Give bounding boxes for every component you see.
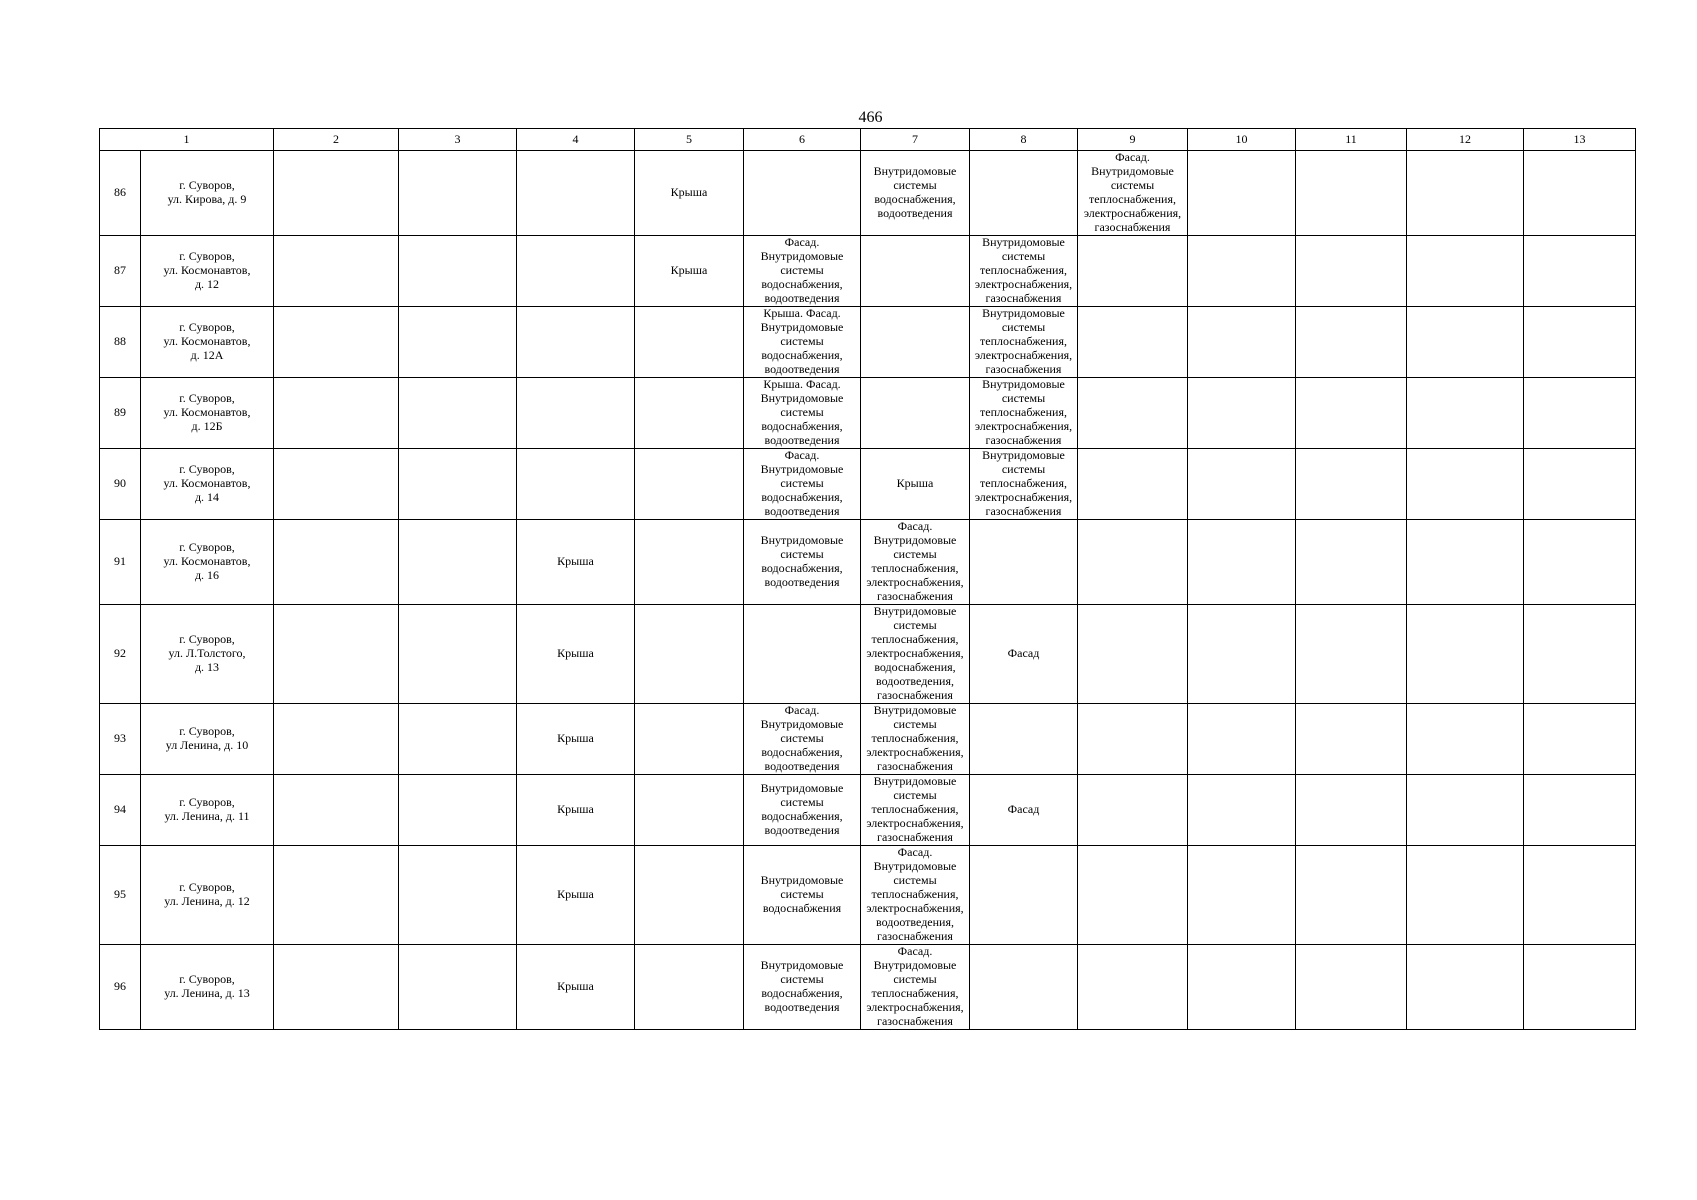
cell-col-12 [1407,704,1524,775]
cell-col-12 [1407,605,1524,704]
cell-col-5 [635,846,744,945]
cell-col-11 [1296,520,1407,605]
cell-col-2 [274,775,399,846]
cell-col-3 [399,846,517,945]
cell-col-8 [970,520,1078,605]
column-header: 13 [1524,129,1636,151]
cell-col-10 [1188,775,1296,846]
cell-col-8 [970,846,1078,945]
cell-col-6: Внутридомовые системы водоснабжения, водоотведения [744,520,861,605]
cell-col-5: Крыша [635,151,744,236]
row-number: 95 [100,846,141,945]
cell-col-10 [1188,449,1296,520]
cell-col-5 [635,775,744,846]
column-header: 8 [970,129,1078,151]
cell-col-3 [399,449,517,520]
row-number: 92 [100,605,141,704]
cell-col-7: Фасад. Внутридомовые системы теплоснабжения, электроснабжения, газоснабжения [861,520,970,605]
cell-col-9 [1078,449,1188,520]
cell-col-10 [1188,151,1296,236]
cell-col-3 [399,520,517,605]
cell-col-13 [1524,378,1636,449]
cell-col-5 [635,449,744,520]
cell-col-5: Крыша [635,236,744,307]
cell-col-4 [517,378,635,449]
row-number: 88 [100,307,141,378]
column-header: 6 [744,129,861,151]
cell-col-7: Внутридомовые системы теплоснабжения, электроснабжения, водоснабжения, водоотведения, газоснабжения [861,605,970,704]
row-number: 86 [100,151,141,236]
address-cell: г. Суворов, ул. Ленина, д. 12 [141,846,274,945]
cell-col-13 [1524,846,1636,945]
cell-col-4 [517,236,635,307]
cell-col-9 [1078,846,1188,945]
cell-col-3 [399,236,517,307]
cell-col-10 [1188,307,1296,378]
cell-col-5 [635,704,744,775]
address-cell: г. Суворов, ул. Ленина, д. 13 [141,945,274,1030]
cell-col-11 [1296,775,1407,846]
cell-col-4 [517,151,635,236]
cell-col-3 [399,307,517,378]
cell-col-4: Крыша [517,605,635,704]
cell-col-12 [1407,307,1524,378]
cell-col-11 [1296,846,1407,945]
cell-col-12 [1407,520,1524,605]
row-number: 96 [100,945,141,1030]
cell-col-7: Фасад. Внутридомовые системы теплоснабжения, электроснабжения, газоснабжения [861,945,970,1030]
row-number: 91 [100,520,141,605]
cell-col-13 [1524,520,1636,605]
cell-col-4: Крыша [517,945,635,1030]
address-cell: г. Суворов, ул Ленина, д. 10 [141,704,274,775]
cell-col-7 [861,378,970,449]
page-number: 466 [858,109,883,126]
cell-col-8 [970,704,1078,775]
address-cell: г. Суворов, ул. Космонавтов, д. 12 [141,236,274,307]
cell-col-13 [1524,236,1636,307]
cell-col-6: Внутридомовые системы водоснабжения, водоотведения [744,945,861,1030]
cell-col-11 [1296,307,1407,378]
cell-col-10 [1188,236,1296,307]
cell-col-3 [399,151,517,236]
cell-col-10 [1188,945,1296,1030]
cell-col-13 [1524,449,1636,520]
cell-col-12 [1407,151,1524,236]
cell-col-7: Внутридомовые системы теплоснабжения, электроснабжения, газоснабжения [861,775,970,846]
table-row [100,605,1636,704]
cell-col-3 [399,378,517,449]
cell-col-4 [517,449,635,520]
cell-col-3 [399,704,517,775]
cell-col-4 [517,307,635,378]
cell-col-7 [861,236,970,307]
cell-col-2 [274,704,399,775]
cell-col-5 [635,378,744,449]
cell-col-8: Внутридомовые системы теплоснабжения, электроснабжения, газоснабжения [970,307,1078,378]
table-row [100,449,1636,520]
column-header: 9 [1078,129,1188,151]
cell-col-12 [1407,775,1524,846]
cell-col-7: Внутридомовые системы водоснабжения, водоотведения [861,151,970,236]
row-number: 90 [100,449,141,520]
column-header: 12 [1407,129,1524,151]
address-cell: г. Суворов, ул. Космонавтов, д. 12А [141,307,274,378]
cell-col-11 [1296,236,1407,307]
cell-col-11 [1296,151,1407,236]
row-number: 87 [100,236,141,307]
cell-col-13 [1524,704,1636,775]
cell-col-6 [744,151,861,236]
cell-col-9: Фасад. Внутридомовые системы теплоснабжения, электроснабжения, газоснабжения [1078,151,1188,236]
cell-col-3 [399,945,517,1030]
cell-col-5 [635,307,744,378]
address-cell: г. Суворов, ул. Кирова, д. 9 [141,151,274,236]
cell-col-2 [274,846,399,945]
cell-col-8: Фасад [970,775,1078,846]
cell-col-2 [274,605,399,704]
cell-col-11 [1296,605,1407,704]
cell-col-10 [1188,704,1296,775]
address-cell: г. Суворов, ул. Космонавтов, д. 14 [141,449,274,520]
table-row [100,846,1636,945]
cell-col-11 [1296,945,1407,1030]
cell-col-2 [274,307,399,378]
cell-col-9 [1078,378,1188,449]
cell-col-2 [274,236,399,307]
cell-col-12 [1407,378,1524,449]
cell-col-8: Фасад [970,605,1078,704]
cell-col-6: Фасад. Внутридомовые системы водоснабжения, водоотведения [744,236,861,307]
cell-col-11 [1296,704,1407,775]
table-row [100,378,1636,449]
address-cell: г. Суворов, ул. Космонавтов, д. 16 [141,520,274,605]
row-number: 89 [100,378,141,449]
table-row [100,307,1636,378]
cell-col-2 [274,945,399,1030]
column-header: 2 [274,129,399,151]
table-row [100,236,1636,307]
table-row [100,945,1636,1030]
cell-col-3 [399,605,517,704]
table-row [100,520,1636,605]
table-row [100,151,1636,236]
cell-col-6 [744,605,861,704]
cell-col-6: Фасад. Внутридомовые системы водоснабжения, водоотведения [744,449,861,520]
column-header: 1 [100,129,274,151]
cell-col-5 [635,605,744,704]
cell-col-4: Крыша [517,846,635,945]
cell-col-8: Внутридомовые системы теплоснабжения, электроснабжения, газоснабжения [970,449,1078,520]
column-header: 3 [399,129,517,151]
cell-col-2 [274,520,399,605]
column-header: 4 [517,129,635,151]
cell-col-12 [1407,236,1524,307]
cell-col-10 [1188,605,1296,704]
cell-col-9 [1078,945,1188,1030]
cell-col-6: Крыша. Фасад. Внутридомовые системы водоснабжения, водоотведения [744,378,861,449]
cell-col-13 [1524,605,1636,704]
cell-col-8: Внутридомовые системы теплоснабжения, электроснабжения, газоснабжения [970,378,1078,449]
cell-col-4: Крыша [517,775,635,846]
cell-col-12 [1407,846,1524,945]
address-cell: г. Суворов, ул. Космонавтов, д. 12Б [141,378,274,449]
cell-col-2 [274,378,399,449]
column-header: 5 [635,129,744,151]
cell-col-9 [1078,520,1188,605]
table-row [100,704,1636,775]
address-cell: г. Суворов, ул. Л.Толстого, д. 13 [141,605,274,704]
cell-col-9 [1078,704,1188,775]
cell-col-9 [1078,605,1188,704]
cell-col-7 [861,307,970,378]
column-header: 7 [861,129,970,151]
cell-col-11 [1296,449,1407,520]
cell-col-11 [1296,378,1407,449]
cell-col-13 [1524,945,1636,1030]
cell-col-2 [274,449,399,520]
column-header: 10 [1188,129,1296,151]
table-row [100,775,1636,846]
column-number-row [100,129,1636,151]
column-header: 11 [1296,129,1407,151]
cell-col-7: Фасад. Внутридомовые системы теплоснабжения, электроснабжения, водоотведения, газоснабжения [861,846,970,945]
cell-col-8 [970,151,1078,236]
cell-col-6: Крыша. Фасад. Внутридомовые системы водоснабжения, водоотведения [744,307,861,378]
cell-col-9 [1078,307,1188,378]
cell-col-7: Крыша [861,449,970,520]
cell-col-13 [1524,307,1636,378]
cell-col-2 [274,151,399,236]
cell-col-6: Внутридомовые системы водоснабжения [744,846,861,945]
cell-col-13 [1524,151,1636,236]
cell-col-6: Внутридомовые системы водоснабжения, водоотведения [744,775,861,846]
cell-col-5 [635,945,744,1030]
cell-col-5 [635,520,744,605]
address-cell: г. Суворов, ул. Ленина, д. 11 [141,775,274,846]
cell-col-8 [970,945,1078,1030]
cell-col-4: Крыша [517,520,635,605]
cell-col-10 [1188,520,1296,605]
cell-col-6: Фасад. Внутридомовые системы водоснабжения, водоотведения [744,704,861,775]
repair-schedule-table [99,128,1636,1030]
cell-col-4: Крыша [517,704,635,775]
cell-col-7: Внутридомовые системы теплоснабжения, электроснабжения, газоснабжения [861,704,970,775]
cell-col-10 [1188,378,1296,449]
cell-col-13 [1524,775,1636,846]
cell-col-12 [1407,945,1524,1030]
cell-col-9 [1078,775,1188,846]
cell-col-3 [399,775,517,846]
cell-col-9 [1078,236,1188,307]
cell-col-8: Внутридомовые системы теплоснабжения, электроснабжения, газоснабжения [970,236,1078,307]
cell-col-12 [1407,449,1524,520]
cell-col-10 [1188,846,1296,945]
row-number: 94 [100,775,141,846]
row-number: 93 [100,704,141,775]
